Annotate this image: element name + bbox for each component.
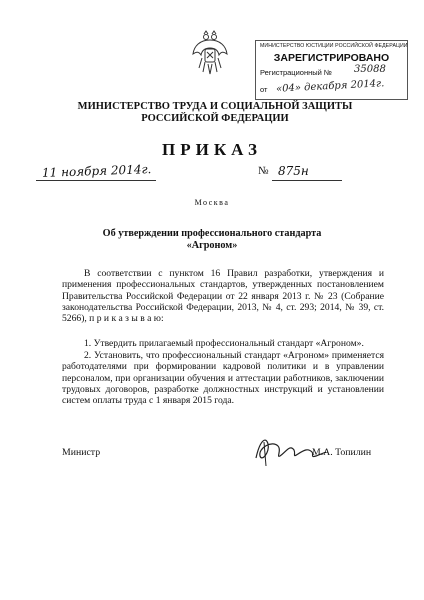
title-line-1: Об утверждении профессионального стандарта bbox=[102, 228, 322, 239]
signatory-name: М.А. Топилин bbox=[312, 447, 372, 458]
registration-stamp bbox=[255, 40, 408, 100]
order-date: 11 ноября 2014г. bbox=[41, 162, 152, 180]
ministry-line-2: РОССИЙСКОЙ ФЕДЕРАЦИИ bbox=[141, 113, 289, 124]
item-1-text: 1. Утвердить прилагаемый профессиональный стандарт «Агроном». bbox=[84, 338, 364, 349]
date-underline bbox=[36, 180, 156, 181]
ministry-line-1: МИНИСТЕРСТВО ТРУДА И СОЦИАЛЬНОЙ ЗАЩИТЫ bbox=[77, 101, 353, 112]
preamble-text: В соответствии с пунктом 16 Правил разработки, утверждения и применения профессиональных стандартов, утвержденных постановлением Правительства Российской Федерации от 22 января 2013 г. № 23 (Собрание законодательства Российской Федерации, 2013, № 4, ст. 293; 2014, № 39, ст. 5266), п р и к а з ы в а ю: bbox=[62, 268, 384, 325]
coat-of-arms-icon bbox=[190, 28, 230, 78]
document-title bbox=[40, 228, 384, 252]
preamble-paragraph bbox=[62, 268, 384, 324]
signatory-position: Министр bbox=[62, 447, 101, 458]
stamp-reg-row bbox=[260, 64, 403, 77]
title-line-2: «Агроном» bbox=[186, 240, 238, 251]
ministry-name bbox=[60, 101, 370, 125]
stamp-date-label: от bbox=[260, 85, 268, 94]
number-mark: № bbox=[258, 165, 269, 177]
number-underline bbox=[272, 180, 342, 181]
item-2-text: 2. Установить, что профессиональный стандарт «Агроном» применяется работодателями при формировании кадровой политики и в управлении персоналом, при организации обучения и аттестации работников, заключении трудовых договоров, разработке должностных инструкций и установлении систем оплаты труда с 1 января 2015 года. bbox=[62, 350, 384, 407]
stamp-reg-number: 35088 bbox=[354, 64, 386, 75]
item-1-paragraph bbox=[62, 338, 384, 349]
order-number: 875н bbox=[278, 164, 309, 178]
stamp-registered: ЗАРЕГИСТРИРОВАНО bbox=[273, 52, 390, 64]
stamp-date-value: «04» декабря 2014г. bbox=[275, 78, 385, 95]
city: Москва bbox=[194, 198, 230, 207]
document-type: ПРИКАЗ bbox=[162, 140, 262, 159]
stamp-date-row bbox=[260, 78, 403, 95]
stamp-reg-label: Регистрационный № bbox=[260, 68, 332, 77]
stamp-ministry: МИНИСТЕРСТВО ЮСТИЦИИ РОССИЙСКОЙ ФЕДЕРАЦИИ bbox=[260, 43, 408, 49]
item-2-paragraph bbox=[62, 350, 384, 406]
